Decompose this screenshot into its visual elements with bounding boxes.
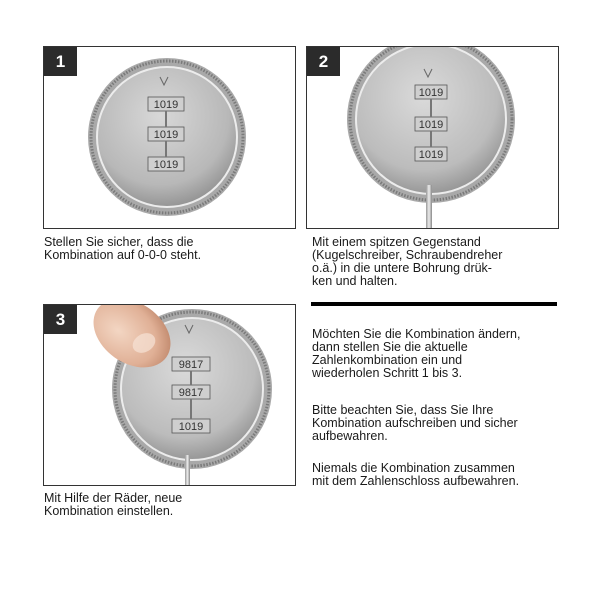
- step-2-lock-illustration: [307, 47, 559, 229]
- step-1-lock-illustration: [44, 47, 296, 229]
- step-3-dial-1: 9817: [178, 359, 204, 371]
- step-1-dial-column: [148, 97, 184, 171]
- step-1-number: 1: [44, 47, 77, 76]
- step-2-dial-2: 1019: [418, 119, 444, 131]
- step-1-dial-3: 1019: [153, 159, 179, 171]
- step-3-dial-3: 1019: [178, 421, 204, 433]
- step-2-dial-column: [415, 85, 447, 161]
- step-3-number: 3: [44, 305, 77, 334]
- step-2-caption: Mit einem spitzen Gegenstand (Kugelschreiber, Schraubendreher o.ä.) in die untere Bohrung drük- ken und halten.: [312, 235, 503, 288]
- pointed-tool-icon: [185, 455, 190, 486]
- step-1-dial-1: 1019: [153, 99, 179, 111]
- section-divider: [311, 302, 557, 306]
- note-change-combination: Möchten Sie die Kombination ändern, dann stellen Sie die aktuelle Zahlenkombination ein und wiederholen Schritt 1 bis 3.: [312, 327, 521, 380]
- step-3-lock-illustration: [44, 305, 296, 486]
- note-write-down: Bitte beachten Sie, dass Sie Ihre Kombination aufschreiben und sicher aufbewahren.: [312, 403, 518, 443]
- step-3-caption: Mit Hilfe der Räder, neue Kombination einstellen.: [44, 491, 183, 518]
- step-1-caption: Stellen Sie sicher, dass die Kombination auf 0-0-0 steht.: [44, 235, 202, 262]
- step-3-dial-2: 9817: [178, 387, 204, 399]
- step-3-dial-column: [172, 357, 210, 433]
- step-2-dial-3: 1019: [418, 149, 444, 161]
- step-1-panel: [43, 46, 296, 229]
- pointed-tool-icon: [426, 185, 432, 229]
- step-2-dial-1: 1019: [418, 87, 444, 99]
- step-2-number: 2: [307, 47, 340, 76]
- step-1-dial-2: 1019: [153, 129, 179, 141]
- step-3-panel: [43, 304, 296, 486]
- step-2-panel: [306, 46, 559, 229]
- note-store-separately: Niemals die Kombination zusammen mit dem Zahlenschloss aufbewahren.: [312, 461, 520, 488]
